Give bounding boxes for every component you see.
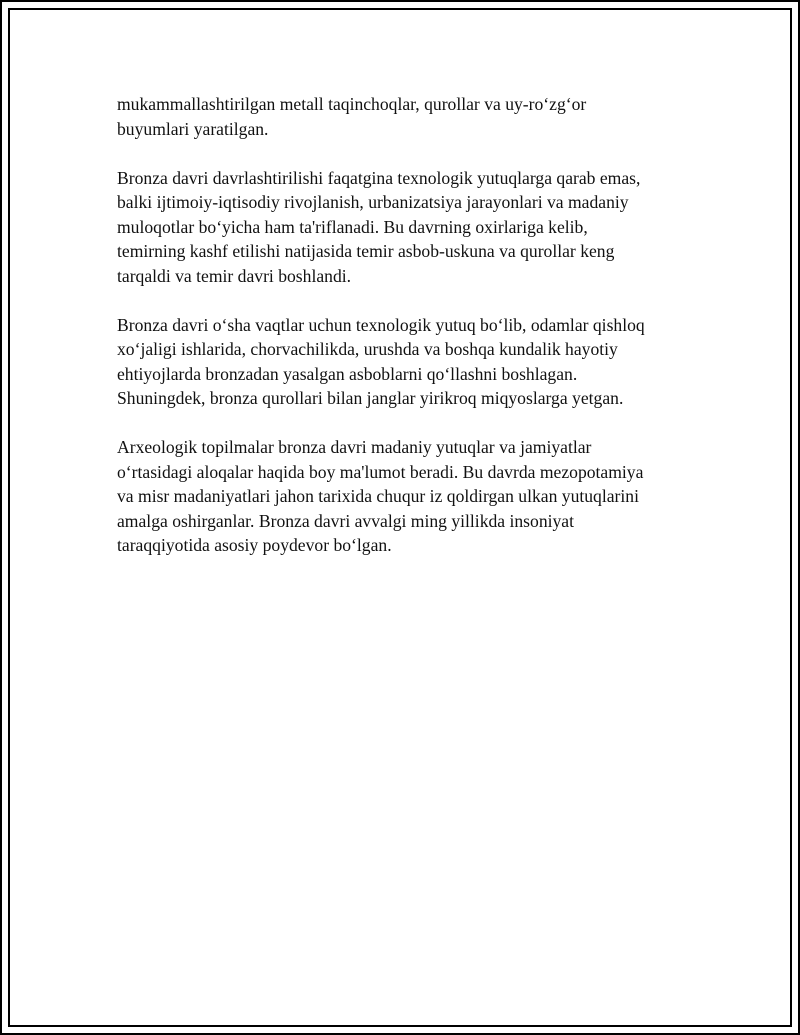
paragraph-line: amalga oshirganlar. Bronza davri avvalgi ming yillikda insoniyat — [117, 510, 575, 531]
paragraph-line: muloqotlar bo‘yicha ham ta'riflanadi. Bu davrning oxirlariga kelib, — [117, 216, 588, 237]
paragraph-line: o‘rtasidagi aloqalar haqida boy ma'lumot beradi. Bu davrda mezopotamiya — [117, 461, 644, 482]
paragraph-line: Bronza davri davrlashtirilishi faqatgina texnologik yutuqlarga qarab emas, — [117, 167, 641, 188]
paragraph-line: Shuningdek, bronza qurollari bilan janglar yirikroq miqyoslarga yetgan. — [117, 388, 624, 408]
paragraph-line: mukammallashtirilgan metall taqinchoqlar, qurollar va uy-ro‘zg‘or — [117, 94, 587, 114]
paragraph-line: Bronza davri o‘sha vaqtlar uchun texnologik yutuq bo‘lib, odamlar qishloq — [117, 314, 645, 335]
paragraph-line: va misr madaniyatlari jahon tarixida chuqur iz qoldirgan ulkan yutuqlarini — [117, 486, 639, 506]
paragraph-line: buyumlari yaratilgan. — [117, 118, 269, 139]
paragraph-line: tarqaldi va temir davri boshlandi. — [117, 265, 352, 286]
document-body — [117, 92, 687, 582]
paragraph-line: taraqqiyotida asosiy poydevor bo‘lgan. — [117, 535, 392, 555]
paragraph-line: balki ijtimoiy-iqtisodiy rivojlanish, urbanizatsiya jarayonlari va madaniy — [117, 192, 629, 212]
paragraph-2 — [117, 166, 687, 289]
paragraph-line: temirning kashf etilishi natijasida temir asbob-uskuna va qurollar keng — [117, 241, 615, 261]
paragraph-line: ehtiyojlarda bronzadan yasalgan asboblarni qo‘llashni boshlagan. — [117, 363, 578, 384]
paragraph-1 — [117, 92, 687, 141]
paragraph-3 — [117, 313, 687, 411]
paragraph-line: xo‘jaligi ishlarida, chorvachilikda, urushda va boshqa kundalik hayotiy — [117, 339, 618, 359]
paragraph-4 — [117, 435, 687, 558]
paragraph-line: Arxeologik topilmalar bronza davri madaniy yutuqlar va jamiyatlar — [117, 437, 592, 457]
